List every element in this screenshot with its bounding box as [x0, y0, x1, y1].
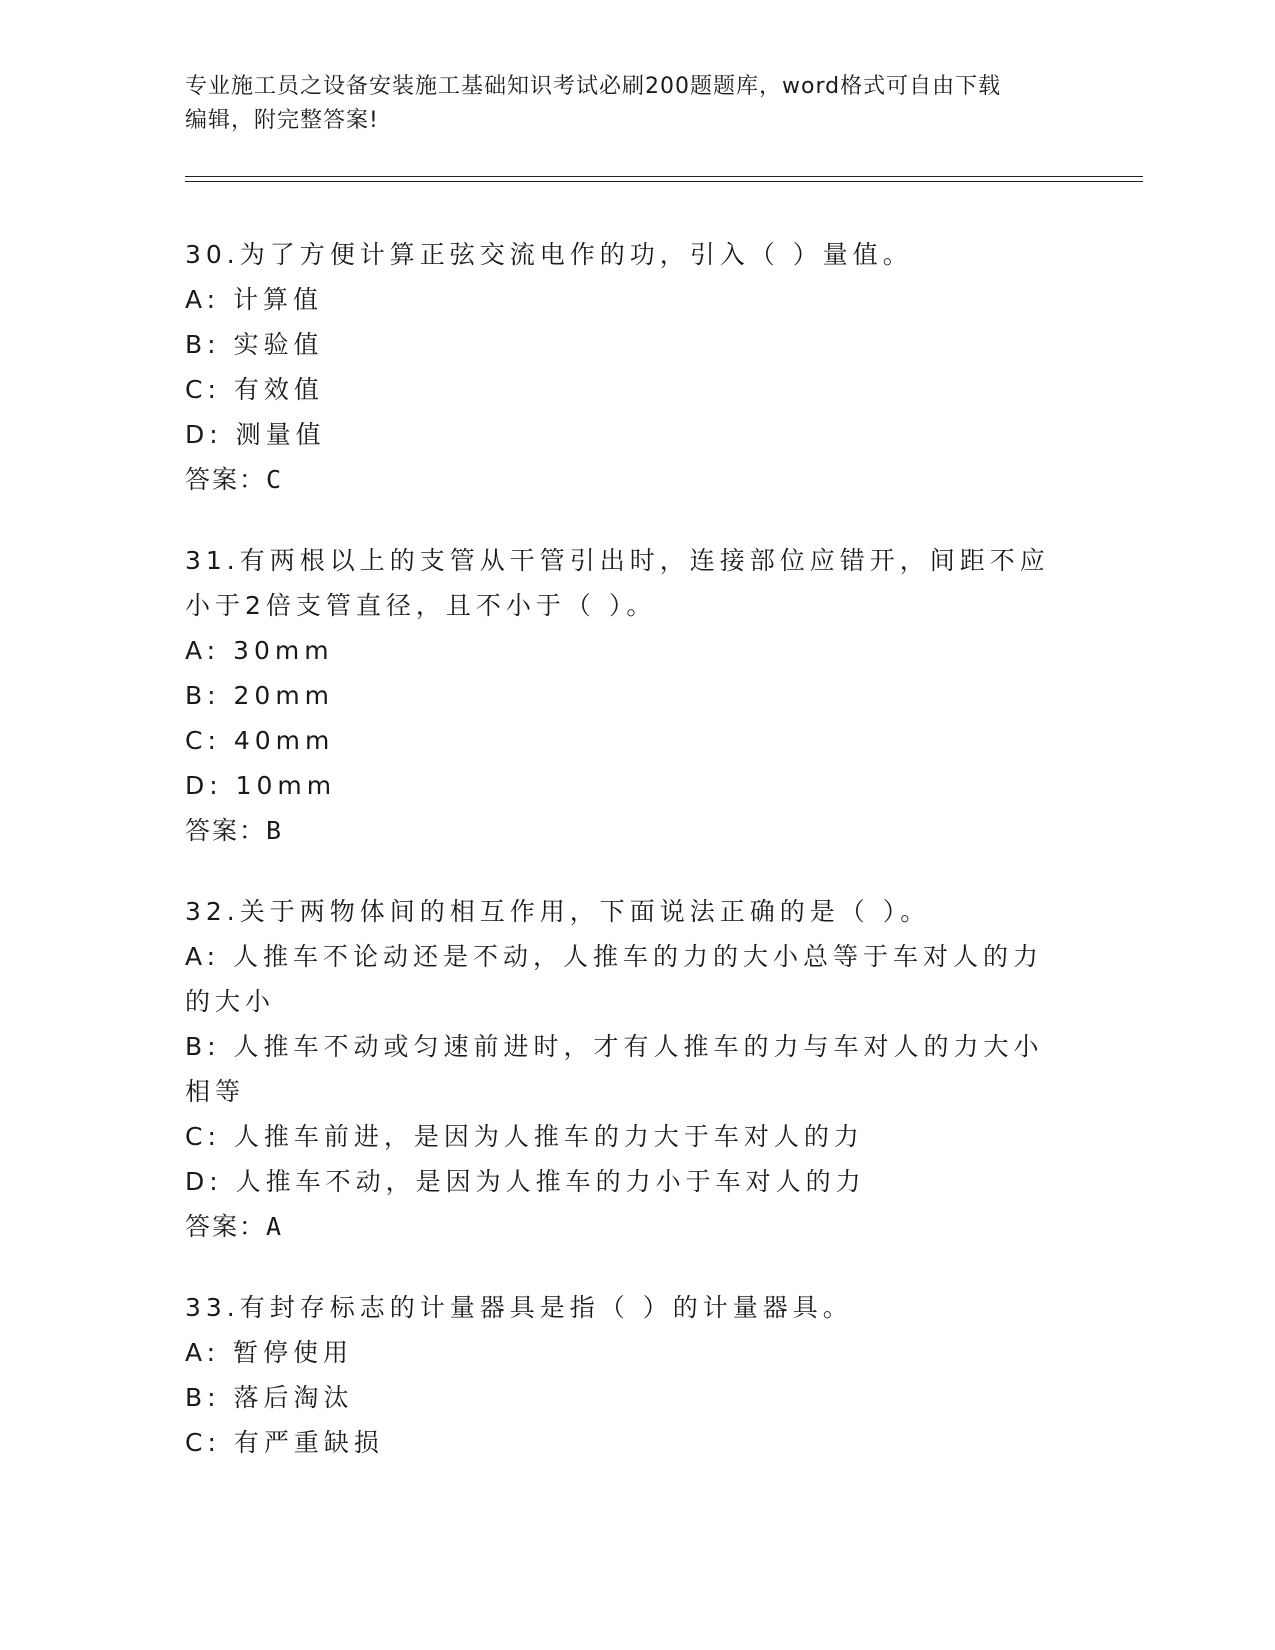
question-list [185, 232, 1085, 1501]
option-a: A: 暂停使用 [185, 1338, 354, 1367]
answer-line [185, 457, 1085, 502]
header-line-1: 专业施工员之设备安装施工基础知识考试必刷200题题库，word格式可自由下载 [185, 74, 1002, 99]
option-c: C: 有效值 [185, 375, 324, 404]
question-33 [185, 1285, 1085, 1465]
question-stem: 32.关于两物体间的相互作用，下面说法正确的是（ ）。 [185, 897, 931, 926]
question-stem: 33.有封存标志的计量器具是指（ ）的计量器具。 [185, 1293, 853, 1322]
document-header [185, 70, 1065, 138]
answer-label: 答案： [185, 816, 267, 845]
question-32 [185, 889, 1085, 1249]
question-31 [185, 538, 1085, 853]
answer-value: C [266, 465, 284, 494]
option-d: D: 人推车不动，是因为人推车的力小于车对人的力 [185, 1167, 866, 1196]
option-b: B: 人推车不动或匀速前进时，才有人推车的力与车对人的力大小相等 [185, 1032, 1044, 1106]
option-d: D: 测量值 [185, 420, 326, 449]
answer-label: 答案： [185, 1212, 267, 1241]
option-b: B: 20mm [185, 681, 335, 710]
option-b: B: 落后淘汰 [185, 1383, 354, 1412]
answer-line [185, 808, 1085, 853]
answer-label: 答案： [185, 465, 267, 494]
answer-value: B [266, 816, 284, 845]
header-line-2: 编辑，附完整答案! [185, 108, 379, 133]
answer-line [185, 1204, 1085, 1249]
option-b: B: 实验值 [185, 330, 324, 359]
option-a: A: 30mm [185, 636, 334, 665]
question-stem: 31.有两根以上的支管从干管引出时，连接部位应错开，间距不应小于2倍支管直径，且不小于（ ）。 [185, 546, 1050, 620]
option-d: D: 10mm [185, 771, 337, 800]
answer-value: A [266, 1212, 284, 1241]
option-c: C: 人推车前进，是因为人推车的力大于车对人的力 [185, 1122, 864, 1151]
header-divider-bottom [185, 181, 1143, 182]
option-a: A: 计算值 [185, 285, 324, 314]
option-a: A: 人推车不论动还是不动，人推车的力的大小总等于车对人的力的大小 [185, 942, 1044, 1016]
question-stem: 30.为了方便计算正弦交流电作的功，引入（ ）量值。 [185, 240, 913, 269]
option-c: C: 有严重缺损 [185, 1428, 384, 1457]
header-divider-top [185, 176, 1143, 177]
question-30 [185, 232, 1085, 502]
option-c: C: 40mm [185, 726, 335, 755]
